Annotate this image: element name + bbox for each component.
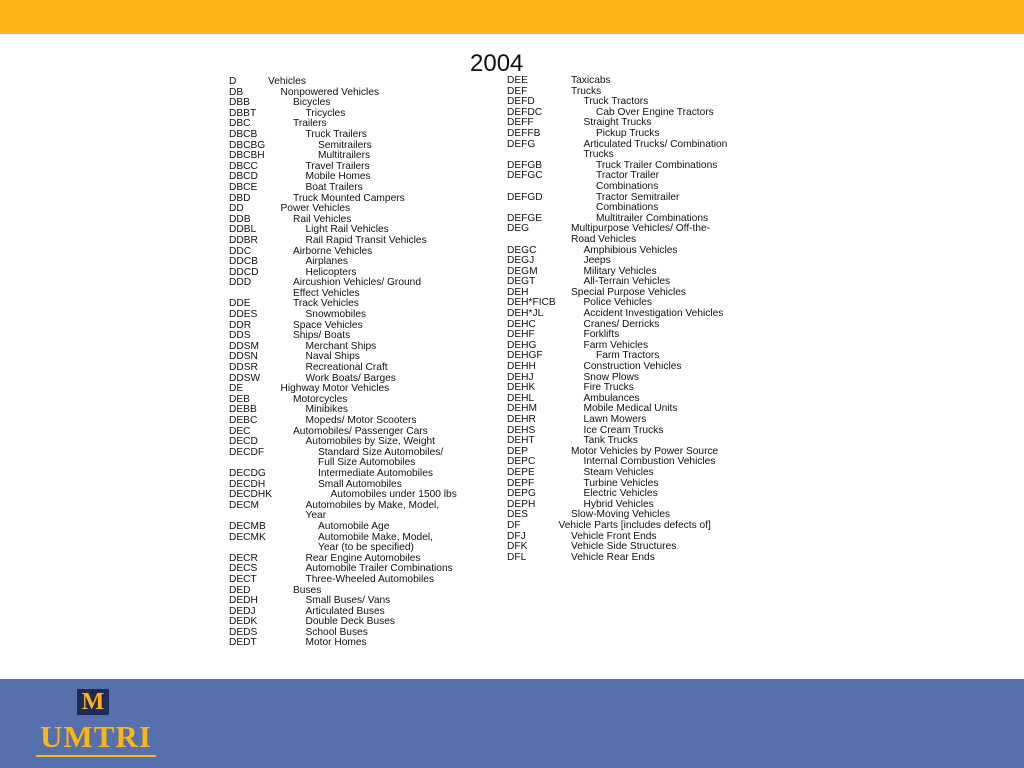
code-label: DEH	[507, 286, 529, 298]
code-entry	[229, 395, 489, 406]
code-entry	[229, 575, 489, 586]
code-entry	[507, 320, 767, 331]
top-accent-band	[0, 0, 1024, 34]
code-description: Construction Vehicles	[583, 361, 682, 373]
code-label: DEGT	[507, 276, 536, 288]
code-label: DDCB	[229, 256, 258, 268]
code-description: Automobile Make, Model,	[318, 531, 433, 543]
code-label: DEDT	[229, 637, 257, 649]
code-description: Police Vehicles	[583, 297, 653, 309]
code-description: Year (to be specified)	[318, 542, 414, 554]
code-description: Motor Vehicles by Power Source	[571, 445, 719, 457]
code-entry	[229, 384, 489, 395]
code-description: Internal Combustion Vehicles	[583, 456, 716, 468]
code-description: Recreational Craft	[305, 362, 388, 374]
code-label: DECT	[229, 573, 257, 585]
code-description: Vehicle Side Structures	[571, 541, 677, 553]
code-label: DECDG	[229, 467, 266, 479]
code-label: DBCD	[229, 171, 258, 183]
code-label: DECDF	[229, 446, 265, 458]
code-description: Small Automobiles	[318, 478, 402, 490]
code-entry	[229, 247, 489, 258]
code-label: DEPF	[507, 477, 535, 489]
code-description: Automobiles by Make, Model,	[305, 499, 440, 511]
code-description: Airplanes	[305, 256, 348, 268]
code-description: Tricycles	[305, 107, 346, 119]
code-description: Articulated Trucks/ Combination	[583, 138, 728, 150]
code-label: DD	[229, 203, 244, 215]
code-entry	[229, 109, 489, 120]
code-description: Cab Over Engine Tractors	[596, 106, 714, 118]
code-description: Ships/ Boats	[293, 330, 351, 342]
code-description: Truck Trailers	[305, 128, 367, 140]
umtri-logo	[36, 689, 156, 759]
code-entry	[229, 98, 489, 109]
code-label: DBC	[229, 118, 251, 130]
code-label: DDSW	[229, 372, 261, 384]
code-description: Truck Tractors	[583, 96, 649, 108]
code-label: DF	[507, 519, 521, 531]
code-description: Minibikes	[305, 404, 348, 416]
code-description: Snowmobiles	[305, 309, 367, 321]
block-m-icon: M	[77, 689, 109, 715]
code-label: DEFGC	[507, 170, 543, 182]
code-description: Boat Trailers	[305, 181, 363, 193]
code-label: DBCE	[229, 181, 258, 193]
code-label: DECDHK	[229, 489, 273, 501]
code-description: Snow Plows	[583, 371, 639, 383]
code-label: DEDH	[229, 595, 258, 607]
code-description: Trailers	[293, 118, 327, 130]
code-description: Automobile Age	[318, 520, 390, 532]
code-label: DEHM	[507, 403, 537, 415]
code-label: DBBT	[229, 107, 257, 119]
code-label: DDSM	[229, 340, 259, 352]
code-entry	[507, 521, 767, 532]
code-label: DECMB	[229, 520, 266, 532]
code-entry	[229, 522, 489, 533]
code-label: DECM	[229, 499, 259, 511]
code-description: Year	[305, 510, 327, 522]
code-label: DBCC	[229, 160, 258, 172]
code-label: DEPE	[507, 466, 535, 478]
code-description: Naval Ships	[305, 351, 360, 363]
code-description: Straight Trucks	[583, 117, 652, 129]
code-label: DDCD	[229, 266, 259, 278]
code-description: Hybrid Vehicles	[583, 498, 654, 510]
logo-underline	[36, 755, 156, 757]
code-label: DBD	[229, 192, 251, 204]
code-label: DBB	[229, 97, 250, 109]
code-entry	[229, 638, 489, 649]
code-description: Multipurpose Vehicles/ Off-the-	[571, 223, 711, 235]
code-description: Taxicabs	[571, 75, 611, 86]
code-label: DB	[229, 86, 244, 98]
code-label: DEB	[229, 393, 250, 405]
code-description: Merchant Ships	[305, 340, 377, 352]
code-label: DDC	[229, 245, 252, 257]
code-description: Helicopters	[305, 266, 357, 278]
code-label: DEH*FICB	[507, 297, 556, 309]
code-label: DEHS	[507, 424, 536, 436]
code-entry	[229, 77, 489, 88]
code-description: Ice Cream Trucks	[583, 424, 664, 436]
code-label: DEBC	[229, 415, 258, 426]
code-label: DEFGE	[507, 212, 543, 224]
code-label: DDB	[229, 213, 251, 225]
code-label: DDBL	[229, 224, 257, 236]
code-label: DEFGD	[507, 191, 543, 203]
code-label: DEHGF	[507, 350, 543, 362]
code-label: DFL	[507, 551, 527, 563]
code-label: DFK	[507, 541, 528, 553]
code-description: Amphibious Vehicles	[583, 244, 678, 256]
code-description: Space Vehicles	[293, 319, 363, 331]
code-label: DBCB	[229, 128, 258, 140]
code-entry	[229, 257, 489, 268]
code-description: Tractor Trailer	[596, 170, 660, 182]
code-description: Farm Vehicles	[583, 339, 649, 351]
umtri-wordmark: UMTRI	[40, 719, 152, 754]
code-label: DDSN	[229, 351, 258, 363]
code-label: DEDS	[229, 626, 258, 638]
code-label: DECDH	[229, 478, 266, 490]
code-description: Airborne Vehicles	[293, 245, 373, 257]
code-description: Road Vehicles	[571, 233, 637, 245]
code-description: Semitrailers	[318, 139, 372, 151]
code-description: Highway Motor Vehicles	[280, 383, 390, 395]
code-label: DEHJ	[507, 371, 534, 383]
code-description: Vehicles	[268, 76, 306, 87]
code-label: DBCBH	[229, 150, 265, 162]
code-label: DEHR	[507, 414, 536, 425]
code-label: DEE	[507, 75, 528, 86]
code-description: Truck Mounted Campers	[293, 192, 405, 204]
code-label: DEC	[229, 425, 251, 437]
code-list-right	[507, 76, 767, 563]
code-description: Mobile Medical Units	[583, 403, 678, 415]
code-description: Vehicle Front Ends	[571, 530, 657, 542]
code-description: Cranes/ Derricks	[583, 318, 660, 330]
code-description: Fire Trucks	[583, 382, 634, 394]
code-entry	[229, 194, 489, 205]
code-entry	[229, 416, 489, 427]
code-label: DEHK	[507, 382, 536, 394]
code-entry	[507, 76, 767, 87]
code-label: DEPG	[507, 488, 536, 500]
code-description: Farm Tractors	[596, 350, 660, 362]
code-entry	[229, 321, 489, 332]
code-description: Trucks	[583, 149, 614, 161]
code-entry	[229, 88, 489, 99]
code-description: Automobiles under 1500 lbs	[330, 489, 457, 501]
code-label: DEHH	[507, 361, 536, 373]
code-label: DFJ	[507, 530, 526, 542]
code-description: Motor Homes	[305, 637, 367, 649]
code-description: Combinations	[596, 180, 659, 192]
code-description: Tank Trucks	[583, 435, 638, 447]
code-description: Trucks	[571, 85, 602, 97]
code-label: DEGC	[507, 244, 537, 256]
code-description: Multitrailer Combinations	[596, 212, 709, 224]
code-description: Tractor Semitrailer	[596, 191, 680, 203]
code-description: Power Vehicles	[280, 203, 351, 215]
code-description: Double Deck Buses	[305, 616, 395, 628]
code-description: Automobiles/ Passenger Cars	[293, 425, 428, 437]
code-description: Electric Vehicles	[583, 488, 658, 500]
code-description: Automobile Trailer Combinations	[305, 563, 453, 575]
code-entry	[229, 204, 489, 215]
code-label: DEGJ	[507, 255, 535, 267]
code-description: Buses	[293, 584, 322, 596]
code-description: Full Size Automobiles	[318, 457, 416, 469]
code-label: DEF	[507, 85, 528, 97]
code-description: Rear Engine Automobiles	[305, 552, 421, 564]
code-description: Lawn Mowers	[583, 414, 647, 425]
code-description: Automobiles by Size, Weight	[305, 436, 435, 448]
code-label: DEGM	[507, 265, 538, 277]
code-label: DECD	[229, 436, 258, 448]
code-description: Accident Investigation Vehicles	[583, 308, 724, 320]
code-entry	[507, 182, 767, 193]
code-entry	[507, 224, 767, 235]
code-label: DEHC	[507, 318, 536, 330]
code-label: DDES	[229, 309, 258, 321]
code-description: Articulated Buses	[305, 605, 385, 617]
code-label: DEDJ	[229, 605, 256, 617]
code-entry	[507, 415, 767, 426]
code-label: DEDK	[229, 616, 258, 628]
code-description: Vehicle Parts [includes defects of]	[558, 519, 711, 531]
code-entry	[507, 246, 767, 257]
code-description: Motorcycles	[293, 393, 348, 405]
code-description: Nonpowered Vehicles	[280, 86, 380, 98]
code-label: DDBR	[229, 234, 258, 246]
code-entry	[229, 183, 489, 194]
code-label: DECR	[229, 552, 258, 564]
code-description: Three-Wheeled Automobiles	[305, 573, 435, 585]
code-description: Combinations	[596, 202, 659, 214]
code-description: All-Terrain Vehicles	[583, 276, 671, 288]
code-label: DDSR	[229, 362, 258, 374]
code-label: DEFD	[507, 96, 535, 108]
code-description: Special Purpose Vehicles	[571, 286, 686, 298]
code-description: Multitrailers	[318, 150, 371, 162]
code-label: DEFFB	[507, 127, 541, 139]
code-description: Ambulances	[583, 392, 640, 404]
code-label: DEH*JL	[507, 308, 544, 320]
code-label: DES	[507, 509, 528, 521]
code-entry	[507, 140, 767, 151]
code-label: DECMK	[229, 531, 266, 543]
code-description: Light Rail Vehicles	[305, 224, 389, 236]
code-entry	[507, 129, 767, 140]
code-label: DDE	[229, 298, 251, 310]
code-entry	[229, 469, 489, 480]
code-entry	[229, 289, 489, 300]
code-description: Mobile Homes	[305, 171, 371, 183]
code-label: DEBB	[229, 404, 257, 416]
code-label: DEPH	[507, 498, 536, 510]
code-description: Rail Vehicles	[293, 213, 352, 225]
code-label: DEPC	[507, 456, 536, 468]
code-label: DEHF	[507, 329, 535, 341]
code-list-left	[229, 77, 489, 649]
code-description: Mopeds/ Motor Scooters	[305, 415, 417, 426]
code-label: DEFDC	[507, 106, 543, 118]
code-label: DED	[229, 584, 251, 596]
code-label: DEHL	[507, 392, 535, 404]
code-description: Vehicle Rear Ends	[571, 551, 655, 563]
code-description: Bicycles	[293, 97, 331, 109]
code-description: School Buses	[305, 626, 368, 638]
code-label: DEHG	[507, 339, 537, 351]
code-description: Truck Trailer Combinations	[596, 159, 718, 171]
code-label: DEFG	[507, 138, 536, 150]
code-description: Turbine Vehicles	[583, 477, 659, 489]
code-label: D	[229, 76, 237, 87]
code-label: DBCBG	[229, 139, 266, 151]
code-description: Steam Vehicles	[583, 466, 654, 478]
code-description: Pickup Trucks	[596, 127, 660, 139]
code-label: DECS	[229, 563, 258, 575]
code-description: Standard Size Automobiles/	[318, 446, 444, 458]
code-description: Small Buses/ Vans	[305, 595, 391, 607]
code-description: Aircushion Vehicles/ Ground	[293, 277, 421, 289]
code-description: Jeeps	[583, 255, 611, 267]
code-entry	[507, 468, 767, 479]
code-label: DEHT	[507, 435, 535, 447]
code-label: DEFGB	[507, 159, 543, 171]
code-entry	[507, 373, 767, 384]
code-description: Slow-Moving Vehicles	[571, 509, 671, 521]
slide-title-year: 2004	[470, 50, 524, 77]
code-label: DDR	[229, 319, 252, 331]
code-label: DEG	[507, 223, 530, 235]
code-label: DE	[229, 383, 244, 395]
code-entry	[229, 130, 489, 141]
code-description: Intermediate Automobiles	[318, 467, 433, 479]
code-description: Track Vehicles	[293, 298, 359, 310]
code-label: DDD	[229, 277, 252, 289]
code-entry	[507, 235, 767, 246]
code-description: Effect Vehicles	[293, 287, 360, 299]
code-description: Rail Rapid Transit Vehicles	[305, 234, 427, 246]
code-entry	[229, 236, 489, 247]
code-entry	[229, 501, 489, 512]
code-label: DEFF	[507, 117, 534, 129]
code-description: Forklifts	[583, 329, 620, 341]
code-entry	[507, 553, 767, 564]
code-description: Military Vehicles	[583, 265, 657, 277]
code-label: DEP	[507, 445, 528, 457]
code-description: Work Boats/ Barges	[305, 372, 396, 384]
code-label: DDS	[229, 330, 251, 342]
code-description: Travel Trailers	[305, 160, 370, 172]
